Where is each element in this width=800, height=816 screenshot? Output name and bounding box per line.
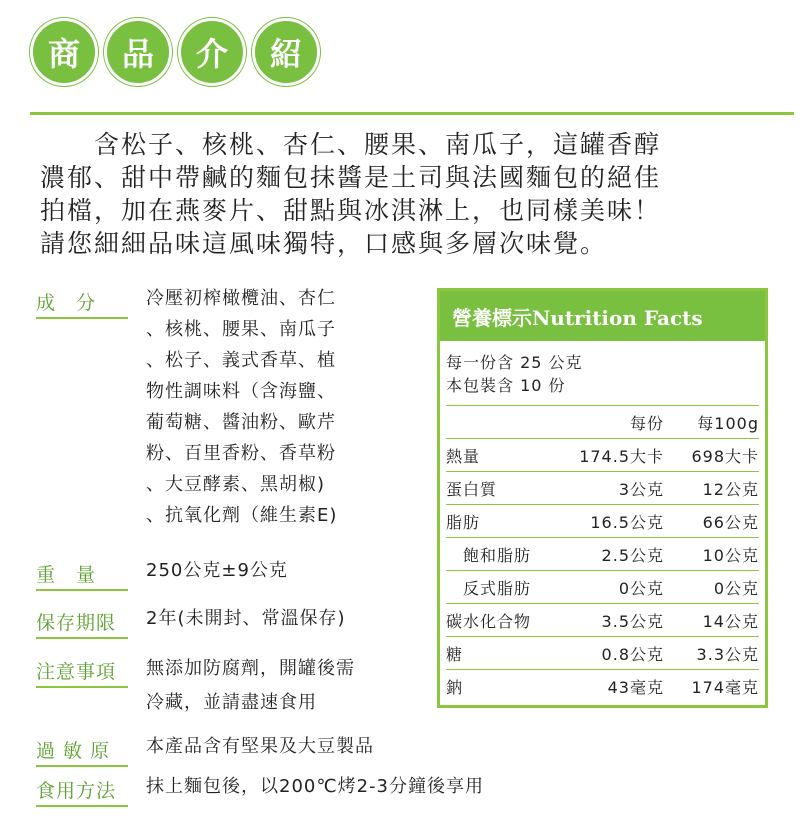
ingredients-label: 成 分 — [36, 288, 128, 319]
nutrition-row — [446, 505, 759, 538]
notice-line: 無添加防腐劑，開罐後需 — [146, 658, 355, 679]
per-100g-value: 12公克 — [702, 479, 759, 499]
per-serving-value: 3.5公克 — [601, 611, 664, 631]
per-serving-header: 每份 — [629, 413, 664, 433]
title-char-2: 品 — [104, 18, 172, 86]
nutrition-row — [446, 439, 759, 472]
per-100g-value: 66公克 — [702, 512, 759, 532]
per-serving-value: 2.5公克 — [601, 545, 664, 565]
per-serving-value: 43毫克 — [607, 677, 664, 697]
nutrient-name: 反式脂肪 — [446, 578, 532, 598]
title-char-4: 紹 — [252, 18, 320, 86]
per-100g-value: 3.3公克 — [696, 644, 759, 664]
ingredients-line: 粉、百里香粉、香草粉 — [146, 443, 336, 464]
nutrition-row — [446, 604, 759, 637]
intro-line: 含松子、核桃、杏仁、腰果、南瓜子，這罐香醇 — [40, 130, 662, 159]
section-title — [30, 18, 320, 86]
per-100g-value: 10公克 — [702, 545, 759, 565]
nutrition-row — [446, 637, 759, 670]
nutrient-name: 碳水化合物 — [446, 611, 532, 631]
notice-value — [146, 652, 355, 720]
intro-line: 拍檔，加在燕麥片、甜點與冰淇淋上，也同樣美味！ — [40, 196, 662, 225]
per-serving-value: 174.5大卡 — [579, 446, 664, 466]
ingredients-line: 物性調味料（含海鹽、 — [146, 381, 336, 402]
nutrient-name: 鈉 — [446, 677, 464, 697]
ingredients-value — [146, 283, 337, 531]
serving-info — [446, 341, 759, 406]
per-serving-value: 16.5公克 — [590, 512, 664, 532]
per-100g-value: 14公克 — [702, 611, 759, 631]
column-headers — [446, 406, 759, 439]
per-serving-value: 3公克 — [618, 479, 664, 499]
usage-value: 抹上麵包後，以200℃烤2-3分鐘後享用 — [146, 776, 484, 797]
ingredients-line: 葡萄糖、醬油粉、歐芹 — [146, 412, 336, 433]
per-100g-value: 698大卡 — [691, 446, 759, 466]
title-char-3: 介 — [178, 18, 246, 86]
intro-line: 濃郁、甜中帶鹹的麵包抹醬是土司與法國麵包的絕佳 — [40, 163, 662, 192]
allergen-value: 本產品含有堅果及大豆製品 — [146, 736, 374, 757]
per-serving-value: 0.8公克 — [601, 644, 664, 664]
nutrition-row — [446, 472, 759, 505]
ingredients-line: 、大豆酵素、黑胡椒) — [146, 474, 326, 495]
nutrient-name: 熱量 — [446, 446, 481, 466]
ingredients-line: 、抗氧化劑（維生素E) — [146, 505, 338, 526]
nutrition-row — [446, 670, 759, 702]
nutrient-name: 脂肪 — [446, 512, 481, 532]
usage-label: 食用方法 — [36, 776, 128, 807]
weight-value: 250公克±9公克 — [146, 560, 288, 581]
per-100g-value: 0公克 — [713, 578, 759, 598]
nutrition-header: 營養標示Nutrition Facts — [440, 291, 765, 341]
servings-per-pack: 本包裝含 10 份 — [446, 376, 566, 395]
allergen-label: 過 敏 原 — [36, 736, 128, 767]
title-char-1: 商 — [30, 18, 98, 86]
per-serving-value: 0公克 — [618, 578, 664, 598]
nutrition-row — [446, 538, 759, 571]
shelf-life-label: 保存期限 — [36, 608, 128, 639]
ingredients-line: 、松子、義式香草、植 — [146, 350, 336, 371]
per-100g-header: 每100g — [697, 413, 759, 433]
notice-label: 注意事項 — [36, 657, 128, 688]
nutrition-row — [446, 571, 759, 604]
per-100g-value: 174毫克 — [691, 677, 759, 697]
shelf-life-value: 2年(未開封、常溫保存) — [146, 608, 346, 629]
ingredients-line: 、核桃、腰果、南瓜子 — [146, 319, 336, 340]
serving-size: 每一份含 25 公克 — [446, 353, 583, 372]
intro-line: 請您細細品味這風味獨特，口感與多層次味覺。 — [40, 229, 608, 258]
nutrient-name: 飽和脂肪 — [446, 545, 532, 565]
nutrition-facts-table — [437, 288, 768, 708]
notice-line: 冷藏，並請盡速食用 — [146, 692, 317, 713]
ingredients-line: 冷壓初榨橄欖油、杏仁 — [146, 288, 336, 309]
title-divider — [30, 112, 794, 115]
nutrient-name: 糖 — [446, 644, 464, 664]
weight-label: 重 量 — [36, 560, 128, 591]
nutrient-name: 蛋白質 — [446, 479, 498, 499]
product-intro — [40, 128, 780, 260]
